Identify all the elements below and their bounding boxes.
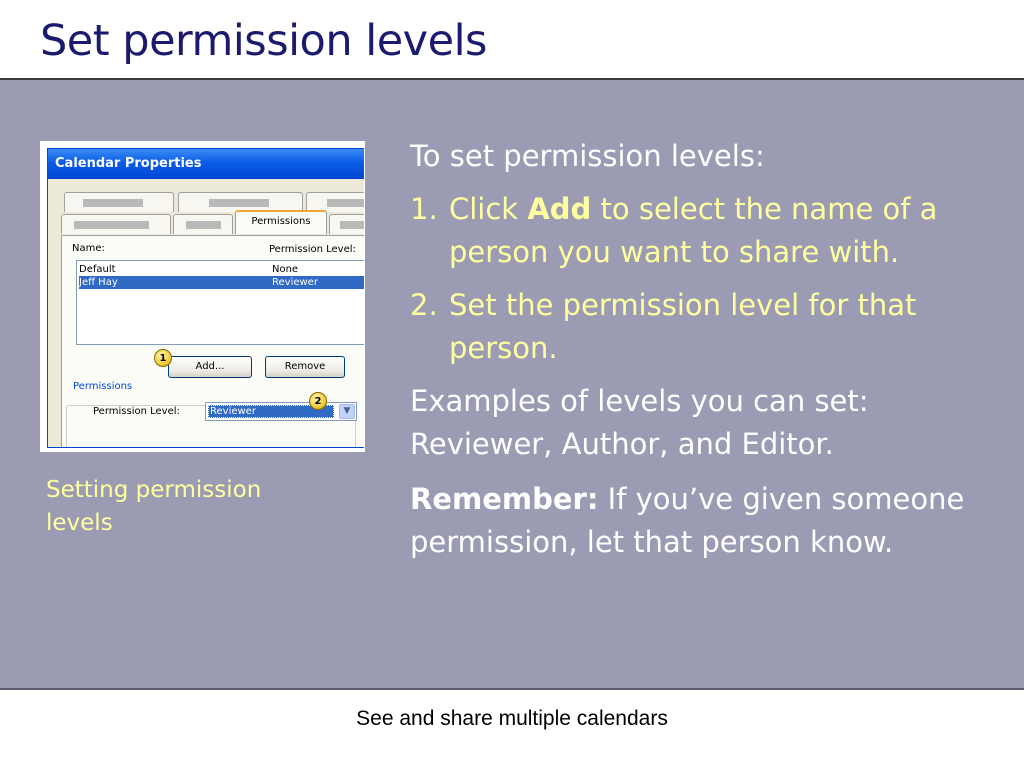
screenshot-caption: Setting permission levels — [46, 477, 262, 536]
step-text: to select the name of a person you want to share with. — [449, 192, 938, 269]
permission-level-label: Permission Level: — [93, 406, 180, 417]
slide-title: Set permission levels — [40, 16, 487, 66]
row-level: Reviewer — [272, 277, 318, 288]
tab-placeholder[interactable] — [64, 192, 174, 212]
dialog-title: Calendar Properties — [48, 149, 365, 179]
slide-footer: See and share multiple calendars — [356, 707, 668, 730]
remember-label: Remember: — [410, 482, 599, 516]
instructions — [410, 135, 990, 564]
list-row[interactable] — [79, 263, 365, 276]
calendar-properties-dialog — [47, 148, 365, 448]
step-2 — [410, 284, 990, 370]
step-text: Click — [449, 192, 528, 226]
name-label: Name: — [72, 243, 105, 254]
examples-text: Examples of levels you can set: Reviewer, Author, and Editor. — [410, 384, 869, 461]
add-button[interactable]: Add... — [168, 356, 252, 378]
row-name: Jeff Hay — [79, 277, 118, 288]
step-1 — [410, 188, 990, 274]
remove-button[interactable]: Remove — [265, 356, 345, 378]
row-level: None — [272, 264, 299, 275]
step-number: 2. — [410, 288, 438, 322]
remember-note — [410, 478, 990, 564]
dialog-screenshot — [40, 141, 365, 452]
step-emphasis: Add — [527, 192, 592, 226]
step-number: 1. — [410, 192, 438, 226]
permission-level-value: Reviewer — [208, 405, 334, 418]
list-row-selected[interactable] — [79, 276, 365, 289]
tab-placeholder[interactable] — [61, 214, 171, 234]
permission-level-dropdown[interactable] — [205, 402, 357, 421]
row-name: Default — [79, 264, 116, 275]
tab-placeholder[interactable] — [173, 214, 233, 234]
remember-text: If you’ve given someone permission, let that person know. — [410, 482, 965, 559]
step-text: Set the permission level for that person. — [449, 288, 917, 365]
tab-placeholder[interactable] — [178, 192, 303, 212]
chevron-down-icon[interactable]: ▼ — [339, 404, 355, 419]
tab-permissions[interactable]: Permissions — [235, 210, 327, 234]
tab-placeholder[interactable] — [306, 192, 365, 212]
tab-placeholder[interactable] — [329, 214, 365, 234]
step-2-callout: 2 — [309, 392, 327, 410]
permission-level-column-header: Permission Level: — [269, 244, 356, 255]
steps-list — [410, 188, 990, 370]
intro-text: To set permission levels: — [410, 139, 765, 173]
step-1-callout: 1 — [154, 349, 172, 367]
permissions-group-label: Permissions — [70, 381, 135, 392]
permissions-list[interactable] — [76, 260, 365, 345]
